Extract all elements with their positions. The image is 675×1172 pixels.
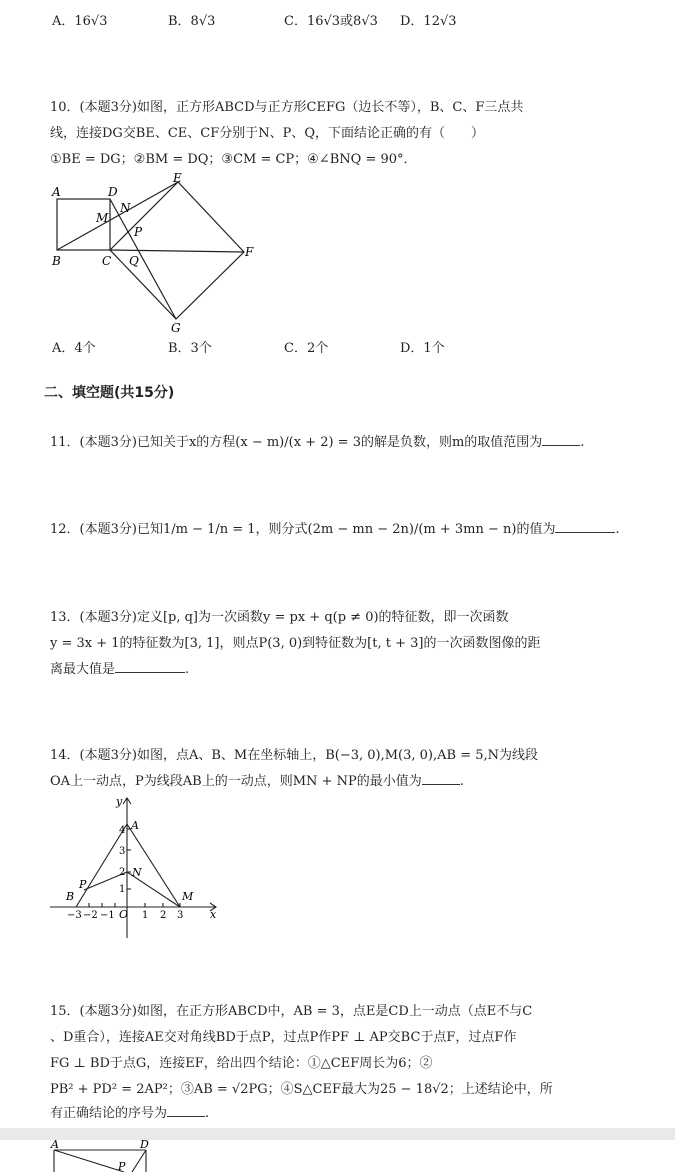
q14-label-a: A bbox=[131, 819, 139, 832]
q11-answer-blank[interactable] bbox=[542, 433, 580, 446]
q14-xtick-neg1: −1 bbox=[100, 910, 115, 921]
q12-question bbox=[50, 520, 620, 540]
q14-end: . bbox=[459, 774, 464, 789]
q14-xtick-1: 1 bbox=[142, 910, 149, 921]
q13-text-3: 离最大值是 bbox=[50, 662, 116, 677]
q15-label-d: D bbox=[140, 1140, 149, 1151]
q10-option-d: D．1个 bbox=[400, 341, 445, 356]
q14-axis-y: y bbox=[116, 795, 123, 808]
q10-label-f: F bbox=[245, 245, 254, 259]
q9-option-d: D．12√3 bbox=[400, 14, 457, 29]
q14-ytick-3: 3 bbox=[119, 846, 126, 857]
q14-text-2: OA上一动点，P为线段AB上的一动点，则MN + NP的最小值为 bbox=[50, 774, 422, 789]
q15-text-5: 有正确结论的序号为 bbox=[50, 1106, 168, 1121]
q9-option-b: B．8√3 bbox=[168, 14, 216, 29]
q13-end: . bbox=[185, 662, 190, 677]
q10-option-a: A．4个 bbox=[52, 341, 96, 356]
q14-xtick-3: 3 bbox=[177, 910, 184, 921]
q11-question bbox=[50, 433, 584, 453]
q14-answer-blank[interactable] bbox=[422, 772, 460, 785]
q11-end: . bbox=[580, 435, 585, 450]
q14-axis-x: x bbox=[210, 908, 217, 921]
q10-option-b: B．3个 bbox=[168, 341, 212, 356]
q13-line-3 bbox=[50, 660, 189, 680]
q10-line-3: ①BE = DG；②BM = DQ；③CM = CP；④∠BNQ = 90°． bbox=[50, 152, 417, 167]
q15-line-1: 15．(本题3分)如图，在正方形ABCD中，AB = 3，点E是CD上一动点（点E不与C bbox=[50, 1004, 533, 1019]
q10-label-b: B bbox=[52, 254, 61, 268]
q15-line-3: FG ⊥ BD于点G，连接EF，给出四个结论：①△CEF周长为6；② bbox=[50, 1056, 433, 1071]
q13-line-2: y = 3x + 1的特征数为[3, 1]，则点P(3, 0)到特征数为[t, t + 3]的一次函数图像的距 bbox=[50, 636, 541, 651]
q10-label-e: E bbox=[173, 172, 182, 185]
q14-line-2 bbox=[50, 772, 464, 792]
q15-answer-blank[interactable] bbox=[167, 1104, 205, 1117]
q10-option-c: C．2个 bbox=[284, 341, 329, 356]
q14-xtick-neg3: −3 bbox=[67, 910, 82, 921]
q14-ytick-4: 4 bbox=[119, 825, 126, 836]
q14-figure bbox=[44, 792, 234, 942]
q14-line-1: 14．(本题3分)如图，点A、B、M在坐标轴上，B(−3, 0),M(3, 0),AB = 5,N为线段 bbox=[50, 748, 539, 763]
q15-line-2: 、D重合），连接AE交对角线BD于点P，过点P作PF ⊥ AP交BC于点F，过点F作 bbox=[50, 1030, 517, 1045]
q14-label-p: P bbox=[79, 878, 87, 891]
q10-figure bbox=[46, 172, 266, 337]
q10-line-1: 10．(本题3分)如图，正方形ABCD与正方形CEFG（边长不等），B、C、F三点共 bbox=[50, 100, 524, 115]
q14-xtick-neg2: −2 bbox=[83, 910, 98, 921]
q10-label-p: P bbox=[134, 225, 143, 239]
q14-label-n: N bbox=[132, 866, 142, 879]
q9-option-a: A．16√3 bbox=[52, 14, 108, 29]
q10-line-2: 线，连接DG交BE、CE、CF分别于N、P、Q，下面结论正确的有（ ） bbox=[50, 126, 485, 141]
q12-text: 12．(本题3分)已知1/m − 1/n = 1，则分式(2m − mn − 2n)/(m + 3mn − n)的值为 bbox=[50, 522, 556, 537]
page-separator bbox=[0, 1128, 675, 1140]
section-heading: 二、填空题(共15分) bbox=[44, 385, 175, 401]
q10-label-q: Q bbox=[129, 254, 139, 268]
q14-label-b: B bbox=[66, 890, 75, 903]
q11-text: 11．(本题3分)已知关于x的方程(x − m)/(x + 2) = 3的解是负数，则m的取值范围为 bbox=[50, 435, 543, 450]
q12-end: . bbox=[615, 522, 620, 537]
q15-label-a: A bbox=[51, 1140, 59, 1151]
q15-figure bbox=[46, 1140, 166, 1172]
q14-label-m: M bbox=[182, 890, 194, 903]
q10-label-a: A bbox=[52, 185, 61, 199]
q15-end: . bbox=[205, 1106, 210, 1121]
q10-label-d: D bbox=[108, 185, 118, 199]
q14-xtick-2: 2 bbox=[160, 910, 167, 921]
q14-ytick-2: 2 bbox=[119, 867, 126, 878]
q15-line-5 bbox=[50, 1104, 209, 1124]
q10-label-g: G bbox=[171, 321, 181, 335]
next-page bbox=[0, 1140, 675, 1172]
q9-option-c: C．16√3或8√3 bbox=[284, 14, 378, 29]
q14-label-o: O bbox=[119, 908, 129, 921]
q10-label-c: C bbox=[102, 254, 112, 268]
q15-label-p: P bbox=[118, 1160, 126, 1172]
q12-answer-blank[interactable] bbox=[555, 520, 615, 533]
q10-label-n: N bbox=[120, 201, 131, 215]
q10-label-m: M bbox=[96, 211, 109, 225]
q14-ytick-1: 1 bbox=[119, 884, 126, 895]
q15-line-4: PB² + PD² = 2AP²；③AB = √2PG；④S△CEF最大为25 − 18√2；上述结论中，所 bbox=[50, 1082, 553, 1097]
q13-answer-blank[interactable] bbox=[115, 660, 185, 673]
q13-line-1: 13．(本题3分)定义[p, q]为一次函数y = px + q(p ≠ 0)的特征数，即一次函数 bbox=[50, 610, 509, 625]
